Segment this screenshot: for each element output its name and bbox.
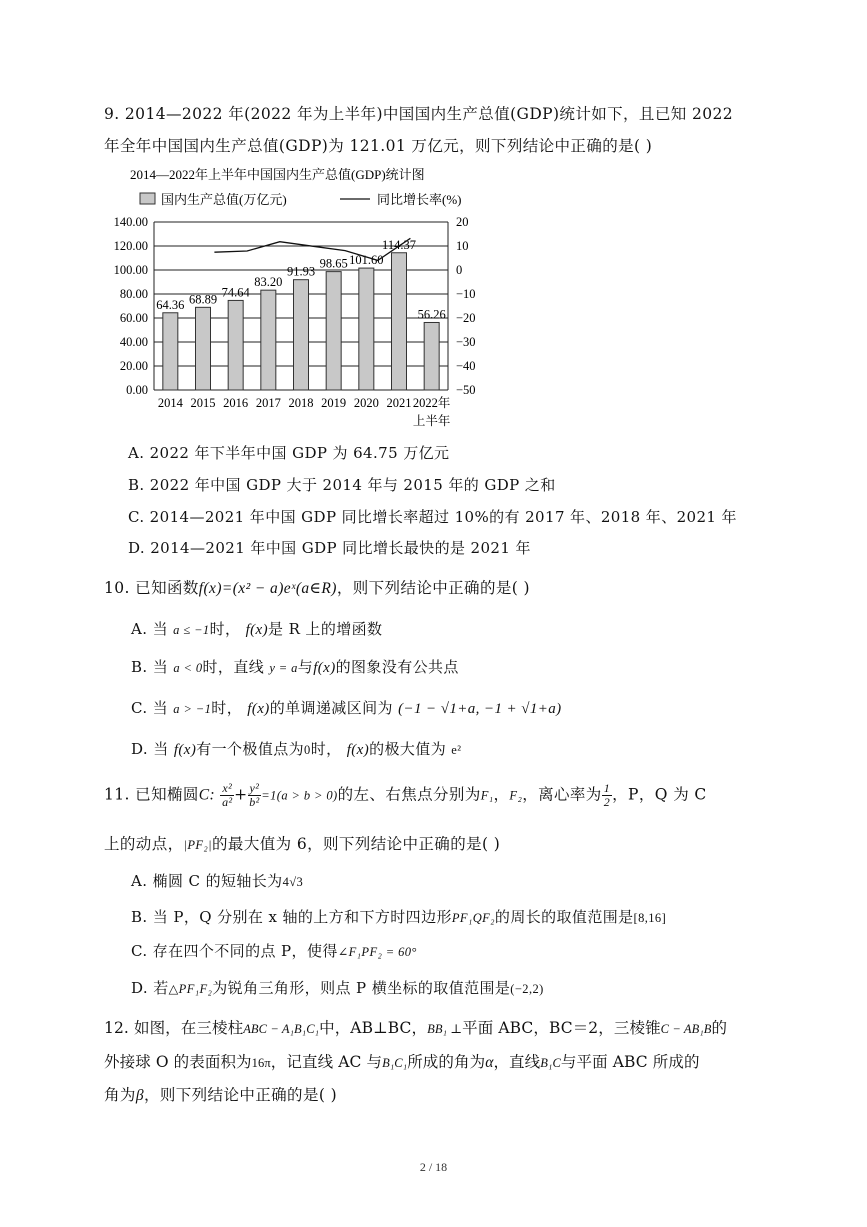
option-text: 的图象没有公共点 [335, 658, 459, 676]
q12-text: 所成的角为 [407, 1053, 486, 1071]
bar [392, 253, 407, 390]
q12-text: 的 [711, 1019, 728, 1037]
y-tick-right: 10 [456, 239, 469, 253]
math-pyramid: C − AB₁B [660, 1022, 712, 1036]
page-number: 2 / 18 [419, 1160, 448, 1174]
q12-line1 [104, 1016, 727, 1038]
q9-option-c: C. 2014—2021 年中国 GDP 同比增长率超过 10%的有 2017 年、2018 年、2021 年 [128, 508, 737, 526]
focus-f1: F₁ [480, 788, 494, 803]
math-beta: β [135, 1087, 144, 1104]
math-line: B₁C [540, 1056, 561, 1070]
chart-title: 2014—2022年上半年中国国内生产总值(GDP)统计图 [130, 167, 425, 182]
bar [163, 313, 178, 390]
q11-text: 的最大值为 6，则下列结论中正确的是( ) [212, 835, 501, 853]
frac-num: 1 [603, 781, 611, 795]
frac-den: b² [249, 795, 260, 809]
option-text: 是 R 上的增函数 [268, 620, 383, 638]
y-tick-right: −20 [456, 311, 476, 325]
q12-line2 [104, 1050, 700, 1072]
y-tick-right: 0 [456, 263, 463, 277]
math-range: [8,16] [633, 911, 667, 925]
math-quad: PF₁QF₂ [451, 911, 495, 925]
y-tick-left: 100.00 [113, 263, 148, 277]
y-tick-right: −50 [456, 383, 476, 397]
math-value: 4√3 [282, 875, 304, 889]
frac-num: x² [222, 781, 233, 795]
q11-option-d [131, 977, 544, 998]
legend-bar-label: 国内生产总值(万亿元) [161, 192, 287, 207]
q11-text: 上的动点， [104, 835, 184, 853]
math-area: 16π [251, 1056, 271, 1070]
q9-option-d: D. 2014—2021 年中国 GDP 同比增长最快的是 2021 年 [128, 539, 531, 557]
math-perp: BB₁ ⊥ [427, 1022, 463, 1036]
q11-line1: 11. 已知椭圆C: $\frac{\text{x²}}{\text{a²}}$ + $\frac{\text{y²}}{\text{b²}}$ =1(a > b > 0)的左、右焦点分别为F₁，F₂，离心率为 $\frac{1}{2}$ ，P，Q 为 C [104, 781, 707, 809]
q12-text: 角为 [104, 1086, 136, 1104]
bar [294, 280, 309, 390]
math-cond: a < 0 [173, 661, 203, 675]
q12-text: 与平面 ABC 所成的 [560, 1053, 700, 1071]
bar-value-label: 68.89 [188, 292, 218, 307]
q12-text: 12. 如图，在三棱柱 [104, 1019, 244, 1037]
y-tick-left: 120.00 [113, 239, 148, 253]
bar [261, 290, 276, 390]
bar [424, 322, 439, 390]
y-tick-right: −40 [456, 359, 476, 373]
option-label: A. 当 [131, 620, 168, 638]
bar-value-label: 114.37 [382, 237, 416, 252]
bar [326, 272, 341, 390]
option-text: 为锐角三角形，则点 P 横坐标的取值范围是 [212, 979, 511, 997]
q11-prefix: 11. 已知椭圆 [104, 785, 199, 804]
q12-text: 外接球 O 的表面积为 [104, 1053, 252, 1071]
math-value: 0 [304, 743, 311, 757]
legend-line-label: 同比增长率(%) [377, 192, 462, 207]
x-tick-label: 2022年 [412, 396, 451, 410]
option-text: 时， [310, 740, 342, 758]
q10-option-a [131, 618, 382, 639]
q9-option-b: B. 2022 年中国 GDP 大于 2014 年与 2015 年的 GDP 之和 [128, 476, 556, 494]
y-tick-right: −30 [456, 335, 476, 349]
q10-formula: f(x)=(x² − a)eˣ(a∈R) [198, 580, 337, 597]
y-tick-left: 40.00 [119, 335, 148, 349]
math-prism: ABC − A₁B₁C₁ [243, 1022, 320, 1036]
y-tick-left: 0.00 [126, 383, 148, 397]
math-angle: ∠F₁PF₂ = 60° [337, 945, 417, 959]
x-tick-label: 2019 [321, 396, 347, 410]
focus-f2: F₂ [509, 788, 523, 803]
option-label: B. 当 [131, 658, 169, 676]
bar [359, 268, 374, 390]
math-segment: B₁C₁ [382, 1056, 408, 1070]
q11-text: ，P，Q 为 C [612, 785, 707, 804]
math-f: f(x) [245, 622, 268, 638]
option-label: C. 当 [131, 699, 169, 717]
option-text: 有一个极值点为 [196, 740, 305, 758]
frac-num: y² [249, 781, 260, 795]
math-value: e² [451, 743, 462, 757]
bar-value-label: 64.36 [156, 297, 185, 312]
q12-text: ，直线 [493, 1053, 541, 1071]
option-text: 时，直线 [202, 658, 265, 676]
math-cond: a > −1 [173, 702, 212, 716]
bar-value-label: 74.64 [221, 285, 250, 300]
bar-value-label: 83.20 [254, 275, 283, 290]
bar-value-label: 101.60 [349, 253, 384, 268]
x-tick-label: 2018 [288, 396, 314, 410]
option-text: A. 椭圆 C 的短轴长为 [131, 872, 283, 890]
math-alpha: α [485, 1054, 494, 1071]
frac-y [248, 782, 262, 809]
q10-option-d [131, 738, 461, 759]
option-text: 的极大值为 [369, 740, 447, 758]
option-text: 时， [211, 699, 243, 717]
q11-text: ，离心率为 [522, 785, 602, 804]
bar-value-label: 98.65 [319, 256, 348, 271]
option-text: B. 当 P，Q 分别在 x 轴的上方和下方时四边形 [131, 908, 452, 926]
y-tick-right: −10 [456, 287, 476, 301]
q9-option-a: A. 2022 年下半年中国 GDP 为 64.75 万亿元 [128, 444, 450, 462]
option-text: D. 若 [131, 979, 169, 997]
frac-den: a² [222, 795, 233, 809]
q12-text: ，记直线 AC 与 [270, 1053, 383, 1071]
gdp-chart [100, 160, 500, 432]
bar [196, 307, 211, 390]
option-text: 时， [209, 620, 241, 638]
math-triangle: △PF₁F₂ [168, 982, 213, 996]
option-text: C. 存在四个不同的点 P，使得 [131, 942, 338, 960]
q11-line2 [104, 832, 500, 854]
q11-option-c [131, 940, 417, 961]
q12-text: 平面 ABC，BC＝2，三棱锥 [462, 1019, 661, 1037]
y-tick-left: 80.00 [119, 287, 148, 301]
q10-option-b [131, 656, 459, 677]
x-tick-label: 2021 [386, 396, 412, 410]
x-tick-label: 2014 [157, 396, 183, 410]
q12-line3 [104, 1083, 337, 1105]
q11-option-a [131, 870, 303, 891]
q12-text: ，则下列结论中正确的是( ) [143, 1086, 338, 1104]
q11-text: 的左、右焦点分别为 [337, 785, 481, 804]
x-tick-label: 2015 [190, 396, 216, 410]
y-tick-left: 60.00 [119, 311, 148, 325]
x-tick-label-sub: 上半年 [412, 414, 451, 428]
math-line: y = a [269, 661, 298, 675]
math-abs: |PF₂| [183, 838, 213, 852]
frac-x [220, 782, 234, 809]
math-f: f(x) [346, 742, 370, 758]
math-f: f(x) [313, 660, 336, 676]
q10-suffix: ，则下列结论中正确的是( ) [336, 579, 530, 597]
option-text: 的周长的取值范围是 [494, 908, 634, 926]
q10-option-c [131, 697, 562, 718]
option-label: D. 当 [131, 740, 169, 758]
bar-value-label: 56.26 [417, 307, 446, 322]
q10-prefix: 10. 已知函数 [104, 579, 199, 597]
q11-option-b [131, 906, 666, 927]
frac-ecc [602, 782, 612, 809]
ellipse-name: C: [198, 786, 216, 804]
option-text: 与 [297, 658, 314, 676]
math-interval: (−1 − √1+a, −1 + √1+a) [398, 701, 562, 717]
math-f: f(x) [247, 701, 270, 717]
q9-line1: 9. 2014—2022 年(2022 年为上半年)中国国内生产总值(GDP)统计如下，且已知 2022 [104, 105, 734, 123]
option-text: 的单调递减区间为 [269, 699, 393, 717]
frac-den: 2 [603, 795, 611, 809]
math-range: (−2,2) [510, 982, 544, 996]
y-tick-left: 140.00 [113, 215, 148, 229]
x-tick-label: 2017 [255, 396, 281, 410]
q10-stem [104, 576, 530, 598]
bar [228, 300, 243, 390]
legend-bar-swatch [140, 193, 155, 204]
x-tick-label: 2016 [223, 396, 249, 410]
math-cond: a ≤ −1 [173, 623, 210, 637]
equation-rest: =1(a > b > 0) [261, 788, 338, 803]
q12-text: 中，AB⊥BC， [319, 1019, 428, 1037]
bar-value-label: 91.93 [286, 264, 316, 279]
q9-line2: 年全年中国国内生产总值(GDP)为 121.01 万亿元，则下列结论中正确的是( ) [104, 137, 653, 155]
y-tick-left: 20.00 [119, 359, 148, 373]
x-tick-label: 2020 [353, 396, 379, 410]
math-f: f(x) [173, 742, 197, 758]
y-tick-right: 20 [456, 215, 469, 229]
